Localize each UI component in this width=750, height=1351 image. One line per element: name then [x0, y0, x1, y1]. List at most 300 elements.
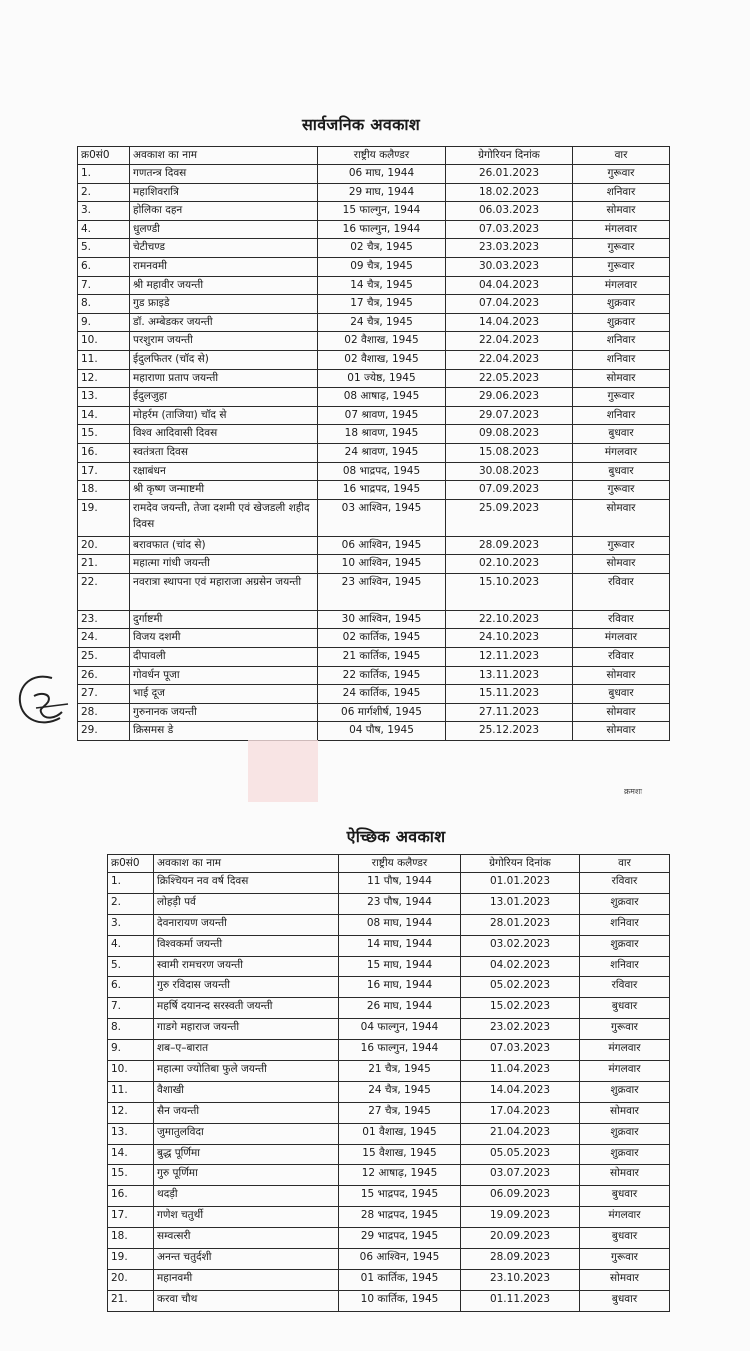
- cell-national-date: 07 श्रावण, 1945: [318, 406, 446, 425]
- table-row: [108, 1207, 670, 1228]
- cell-holiday-name: सैन जयन्ती: [154, 1102, 339, 1123]
- cell-holiday-name: गुरु पूर्णिमा: [154, 1165, 339, 1186]
- cell-national-date: 17 चैत्र, 1945: [318, 295, 446, 314]
- cell-holiday-name: महाशिवरात्रि: [130, 183, 318, 202]
- table-row: [78, 462, 670, 481]
- cell-serial: 21.: [108, 1290, 154, 1311]
- public-holidays-title: सार्वजनिक अवकाश: [301, 115, 421, 134]
- table-row: [108, 1123, 670, 1144]
- cell-holiday-name: ईदुलफितर (चॉद से): [130, 350, 318, 369]
- cell-gregorian-date: 15.02.2023: [461, 998, 580, 1019]
- cell-serial: 3.: [108, 914, 154, 935]
- cell-national-date: 26 माघ, 1944: [339, 998, 461, 1019]
- cell-weekday: रविवार: [573, 573, 670, 610]
- table-row: [78, 481, 670, 500]
- cell-serial: 2.: [108, 893, 154, 914]
- cell-weekday: रविवार: [580, 873, 670, 894]
- optional-holidays-table: [107, 854, 670, 1312]
- table-row: [78, 332, 670, 351]
- cell-serial: 5.: [108, 956, 154, 977]
- cell-serial: 19.: [108, 1249, 154, 1270]
- cell-national-date: 01 वैशाख, 1945: [339, 1123, 461, 1144]
- cell-holiday-name: गुड फ्राइडे: [130, 295, 318, 314]
- cell-weekday: मंगलवार: [580, 1040, 670, 1061]
- cell-national-date: 02 वैशाख, 1945: [318, 350, 446, 369]
- cell-weekday: गुरूवार: [573, 165, 670, 184]
- cell-weekday: मंगलवार: [573, 443, 670, 462]
- cell-holiday-name: होलिका दहन: [130, 202, 318, 221]
- cell-gregorian-date: 29.06.2023: [446, 388, 573, 407]
- cell-gregorian-date: 28.09.2023: [461, 1249, 580, 1270]
- cell-holiday-name: रामनवमी: [130, 257, 318, 276]
- cell-national-date: 27 चैत्र, 1945: [339, 1102, 461, 1123]
- cell-national-date: 02 वैशाख, 1945: [318, 332, 446, 351]
- cell-weekday: सोमवार: [573, 666, 670, 685]
- table-row: [108, 1061, 670, 1082]
- cell-holiday-name: क्रिश्चियन नव वर्ष दिवस: [154, 873, 339, 894]
- cell-serial: 8.: [78, 295, 130, 314]
- cell-weekday: मंगलवार: [580, 1207, 670, 1228]
- cell-gregorian-date: 01.11.2023: [461, 1290, 580, 1311]
- cell-holiday-name: नवरात्रा स्थापना एवं महाराजा अग्रसेन जयन्ती: [130, 573, 318, 610]
- cell-serial: 13.: [108, 1123, 154, 1144]
- cell-holiday-name: महानवमी: [154, 1269, 339, 1290]
- table-header-row: [108, 855, 670, 873]
- cell-national-date: 22 कार्तिक, 1945: [318, 666, 446, 685]
- cell-serial: 10.: [78, 332, 130, 351]
- cell-national-date: 06 मार्गशीर्ष, 1945: [318, 703, 446, 722]
- cell-national-date: 02 कार्तिक, 1945: [318, 629, 446, 648]
- cell-holiday-name: दुर्गाष्टमी: [130, 610, 318, 629]
- cell-weekday: सोमवार: [573, 202, 670, 221]
- table-row: [78, 536, 670, 555]
- cell-national-date: 04 पौष, 1945: [318, 722, 446, 741]
- table-row: [78, 555, 670, 574]
- cell-holiday-name: ईदुलजुहा: [130, 388, 318, 407]
- cell-holiday-name: मोहर्रम (ताजिया) चॉद से: [130, 406, 318, 425]
- cell-national-date: 21 चैत्र, 1945: [339, 1061, 461, 1082]
- cell-national-date: 24 कार्तिक, 1945: [318, 685, 446, 704]
- cell-weekday: गुरूवार: [580, 1019, 670, 1040]
- cell-weekday: बुधवार: [573, 462, 670, 481]
- cell-weekday: सोमवार: [573, 499, 670, 536]
- table-row: [108, 1269, 670, 1290]
- table-row: [108, 873, 670, 894]
- table-row: [108, 1081, 670, 1102]
- table-row: [78, 703, 670, 722]
- cell-gregorian-date: 25.09.2023: [446, 499, 573, 536]
- table-row: [108, 1165, 670, 1186]
- cell-weekday: बुधवार: [573, 685, 670, 704]
- cell-national-date: 10 कार्तिक, 1945: [339, 1290, 461, 1311]
- cell-national-date: 06 माघ, 1944: [318, 165, 446, 184]
- table-row: [108, 1186, 670, 1207]
- cell-weekday: शनिवार: [580, 914, 670, 935]
- cell-national-date: 14 माघ, 1944: [339, 935, 461, 956]
- cell-serial: 21.: [78, 555, 130, 574]
- cell-serial: 17.: [78, 462, 130, 481]
- cell-serial: 7.: [78, 276, 130, 295]
- cell-national-date: 01 कार्तिक, 1945: [339, 1269, 461, 1290]
- cell-gregorian-date: 02.10.2023: [446, 555, 573, 574]
- cell-weekday: बुधवार: [580, 1290, 670, 1311]
- table-row: [108, 1249, 670, 1270]
- cell-national-date: 15 फाल्गुन, 1944: [318, 202, 446, 221]
- table-row: [108, 998, 670, 1019]
- cell-serial: 9.: [78, 313, 130, 332]
- table-row: [78, 257, 670, 276]
- cell-serial: 24.: [78, 629, 130, 648]
- cell-holiday-name: श्री कृष्ण जन्माष्टमी: [130, 481, 318, 500]
- cell-national-date: 29 माघ, 1944: [318, 183, 446, 202]
- cell-weekday: रविवार: [573, 610, 670, 629]
- cell-weekday: गुरूवार: [573, 257, 670, 276]
- cell-national-date: 30 आश्विन, 1945: [318, 610, 446, 629]
- cell-gregorian-date: 18.02.2023: [446, 183, 573, 202]
- cell-holiday-name: सम्वत्सरी: [154, 1228, 339, 1249]
- cell-gregorian-date: 15.11.2023: [446, 685, 573, 704]
- cell-gregorian-date: 07.03.2023: [461, 1040, 580, 1061]
- table-row: [78, 666, 670, 685]
- cell-gregorian-date: 22.10.2023: [446, 610, 573, 629]
- header-national-calendar: राष्ट्रीय कलैण्डर: [318, 147, 446, 165]
- table-row: [78, 388, 670, 407]
- cell-holiday-name: रामदेव जयन्ती, तेजा दशमी एवं खेजडली शहीद दिवस: [130, 499, 318, 536]
- table-row: [78, 350, 670, 369]
- table-row: [108, 935, 670, 956]
- cell-weekday: रविवार: [580, 977, 670, 998]
- cell-gregorian-date: 13.11.2023: [446, 666, 573, 685]
- cell-serial: 13.: [78, 388, 130, 407]
- public-holidays-table: [77, 146, 670, 741]
- table-row: [78, 369, 670, 388]
- cell-holiday-name: बुद्ध पूर्णिमा: [154, 1144, 339, 1165]
- cell-gregorian-date: 25.12.2023: [446, 722, 573, 741]
- cell-gregorian-date: 03.02.2023: [461, 935, 580, 956]
- cell-serial: 12.: [78, 369, 130, 388]
- cell-national-date: 12 आषाढ़, 1945: [339, 1165, 461, 1186]
- cell-serial: 4.: [108, 935, 154, 956]
- cell-gregorian-date: 30.03.2023: [446, 257, 573, 276]
- cell-national-date: 24 श्रावण, 1945: [318, 443, 446, 462]
- table-row: [78, 220, 670, 239]
- table-row: [78, 276, 670, 295]
- cell-gregorian-date: 29.07.2023: [446, 406, 573, 425]
- cell-national-date: 15 वैशाख, 1945: [339, 1144, 461, 1165]
- cell-gregorian-date: 21.04.2023: [461, 1123, 580, 1144]
- table-row: [78, 239, 670, 258]
- cell-gregorian-date: 23.10.2023: [461, 1269, 580, 1290]
- table-row: [108, 893, 670, 914]
- header-weekday: वार: [580, 855, 670, 873]
- cell-serial: 8.: [108, 1019, 154, 1040]
- cell-national-date: 01 ज्येष्ठ, 1945: [318, 369, 446, 388]
- cell-weekday: सोमवार: [580, 1269, 670, 1290]
- cell-serial: 10.: [108, 1061, 154, 1082]
- cell-serial: 11.: [78, 350, 130, 369]
- cell-serial: 17.: [108, 1207, 154, 1228]
- cell-weekday: सोमवार: [580, 1102, 670, 1123]
- cell-gregorian-date: 07.04.2023: [446, 295, 573, 314]
- cell-gregorian-date: 22.04.2023: [446, 332, 573, 351]
- cell-weekday: शनिवार: [573, 332, 670, 351]
- cell-national-date: 29 भाद्रपद, 1945: [339, 1228, 461, 1249]
- cell-serial: 11.: [108, 1081, 154, 1102]
- header-weekday: वार: [573, 147, 670, 165]
- table-row: [78, 295, 670, 314]
- cell-weekday: शुक्रवार: [580, 1081, 670, 1102]
- cell-national-date: 24 चैत्र, 1945: [339, 1081, 461, 1102]
- cell-holiday-name: गोवर्धन पूजा: [130, 666, 318, 685]
- table-row: [78, 499, 670, 536]
- cell-holiday-name: गणतन्त्र दिवस: [130, 165, 318, 184]
- cell-holiday-name: महात्मा गांधी जयन्ती: [130, 555, 318, 574]
- cell-weekday: बुधवार: [580, 1228, 670, 1249]
- cell-national-date: 23 पौष, 1944: [339, 893, 461, 914]
- cell-gregorian-date: 14.04.2023: [461, 1081, 580, 1102]
- cell-gregorian-date: 20.09.2023: [461, 1228, 580, 1249]
- cell-weekday: शुक्रवार: [580, 1144, 670, 1165]
- cell-serial: 28.: [78, 703, 130, 722]
- cell-national-date: 23 आश्विन, 1945: [318, 573, 446, 610]
- cell-gregorian-date: 03.07.2023: [461, 1165, 580, 1186]
- table-row: [108, 977, 670, 998]
- cell-holiday-name: क्रिसमस डे: [130, 722, 318, 741]
- cell-weekday: सोमवार: [580, 1165, 670, 1186]
- cell-weekday: गुरूवार: [573, 481, 670, 500]
- table-row: [78, 425, 670, 444]
- cell-national-date: 03 आश्विन, 1945: [318, 499, 446, 536]
- cell-holiday-name: परशुराम जयन्ती: [130, 332, 318, 351]
- cell-national-date: 28 भाद्रपद, 1945: [339, 1207, 461, 1228]
- cell-gregorian-date: 22.05.2023: [446, 369, 573, 388]
- cell-weekday: शनिवार: [580, 956, 670, 977]
- cell-weekday: गुरूवार: [573, 239, 670, 258]
- cell-holiday-name: देवनारायण जयन्ती: [154, 914, 339, 935]
- cell-holiday-name: महाराणा प्रताप जयन्ती: [130, 369, 318, 388]
- cell-gregorian-date: 06.09.2023: [461, 1186, 580, 1207]
- cell-national-date: 15 माघ, 1944: [339, 956, 461, 977]
- cell-serial: 2.: [78, 183, 130, 202]
- cell-gregorian-date: 05.02.2023: [461, 977, 580, 998]
- cell-holiday-name: धुलण्डी: [130, 220, 318, 239]
- cell-weekday: मंगलवार: [573, 629, 670, 648]
- cell-holiday-name: अनन्त चतुर्दशी: [154, 1249, 339, 1270]
- cell-weekday: मंगलवार: [573, 220, 670, 239]
- table-row: [78, 165, 670, 184]
- header-holiday-name: अवकाश का नाम: [130, 147, 318, 165]
- cell-serial: 16.: [78, 443, 130, 462]
- cell-serial: 29.: [78, 722, 130, 741]
- cell-gregorian-date: 19.09.2023: [461, 1207, 580, 1228]
- cell-national-date: 06 आश्विन, 1945: [339, 1249, 461, 1270]
- table-row: [108, 1040, 670, 1061]
- cell-holiday-name: लोहड़ी पर्व: [154, 893, 339, 914]
- cell-weekday: गुरूवार: [573, 388, 670, 407]
- table-row: [78, 202, 670, 221]
- cell-gregorian-date: 01.01.2023: [461, 873, 580, 894]
- cell-serial: 25.: [78, 648, 130, 667]
- cell-national-date: 16 माघ, 1944: [339, 977, 461, 998]
- cell-weekday: बुधवार: [580, 1186, 670, 1207]
- table-row: [78, 406, 670, 425]
- cell-national-date: 06 आश्विन, 1945: [318, 536, 446, 555]
- cell-holiday-name: बरावफात (चांद से): [130, 536, 318, 555]
- cell-gregorian-date: 23.02.2023: [461, 1019, 580, 1040]
- cell-serial: 3.: [78, 202, 130, 221]
- header-national-calendar: राष्ट्रीय कलैण्डर: [339, 855, 461, 873]
- table-row: [78, 629, 670, 648]
- cell-national-date: 08 आषाढ़, 1945: [318, 388, 446, 407]
- table-row: [108, 1228, 670, 1249]
- cell-gregorian-date: 12.11.2023: [446, 648, 573, 667]
- table-row: [78, 722, 670, 741]
- cell-holiday-name: गुरुनानक जयन्ती: [130, 703, 318, 722]
- cell-serial: 14.: [78, 406, 130, 425]
- cell-gregorian-date: 09.08.2023: [446, 425, 573, 444]
- table-row: [78, 183, 670, 202]
- cell-serial: 18.: [108, 1228, 154, 1249]
- cell-gregorian-date: 06.03.2023: [446, 202, 573, 221]
- cell-serial: 9.: [108, 1040, 154, 1061]
- cell-serial: 23.: [78, 610, 130, 629]
- cell-gregorian-date: 15.08.2023: [446, 443, 573, 462]
- cell-serial: 19.: [78, 499, 130, 536]
- faded-stamp: [248, 740, 318, 802]
- cell-weekday: शुक्रवार: [580, 935, 670, 956]
- cell-gregorian-date: 15.10.2023: [446, 573, 573, 610]
- cell-weekday: सोमवार: [573, 555, 670, 574]
- table-row: [108, 1144, 670, 1165]
- cell-gregorian-date: 26.01.2023: [446, 165, 573, 184]
- cell-weekday: सोमवार: [573, 703, 670, 722]
- cell-holiday-name: जुमातुलविदा: [154, 1123, 339, 1144]
- optional-holidays-title: ऐच्छिक अवकाश: [346, 827, 446, 846]
- cell-national-date: 08 भाद्रपद, 1945: [318, 462, 446, 481]
- signature-mark: [12, 668, 74, 738]
- table-row: [78, 648, 670, 667]
- table-row: [108, 914, 670, 935]
- cell-holiday-name: वैशाखी: [154, 1081, 339, 1102]
- cell-weekday: सोमवार: [573, 722, 670, 741]
- cell-weekday: सोमवार: [573, 369, 670, 388]
- cell-national-date: 10 आश्विन, 1945: [318, 555, 446, 574]
- cell-serial: 20.: [78, 536, 130, 555]
- cell-serial: 15.: [108, 1165, 154, 1186]
- cell-serial: 27.: [78, 685, 130, 704]
- cell-national-date: 14 चैत्र, 1945: [318, 276, 446, 295]
- cell-holiday-name: श्री महावीर जयन्ती: [130, 276, 318, 295]
- cell-holiday-name: विश्व आदिवासी दिवस: [130, 425, 318, 444]
- cell-gregorian-date: 22.04.2023: [446, 350, 573, 369]
- cell-serial: 5.: [78, 239, 130, 258]
- cell-gregorian-date: 28.09.2023: [446, 536, 573, 555]
- cell-serial: 14.: [108, 1144, 154, 1165]
- cell-holiday-name: स्वतंत्रता दिवस: [130, 443, 318, 462]
- cell-national-date: 16 भाद्रपद, 1945: [318, 481, 446, 500]
- header-serial: क्र0सं0: [78, 147, 130, 165]
- cell-weekday: मंगलवार: [573, 276, 670, 295]
- cell-serial: 20.: [108, 1269, 154, 1290]
- cell-gregorian-date: 14.04.2023: [446, 313, 573, 332]
- cell-holiday-name: शब–ए–बारात: [154, 1040, 339, 1061]
- cell-gregorian-date: 24.10.2023: [446, 629, 573, 648]
- cell-serial: 15.: [78, 425, 130, 444]
- cell-serial: 4.: [78, 220, 130, 239]
- cell-weekday: गुरूवार: [580, 1249, 670, 1270]
- cell-serial: 6.: [78, 257, 130, 276]
- table-row: [78, 313, 670, 332]
- cell-holiday-name: विजय दशमी: [130, 629, 318, 648]
- cell-serial: 7.: [108, 998, 154, 1019]
- cell-holiday-name: गुरु रविदास जयन्ती: [154, 977, 339, 998]
- cell-gregorian-date: 17.04.2023: [461, 1102, 580, 1123]
- cell-national-date: 11 पौष, 1944: [339, 873, 461, 894]
- cell-national-date: 08 माघ, 1944: [339, 914, 461, 935]
- cell-national-date: 04 फाल्गुन, 1944: [339, 1019, 461, 1040]
- cell-serial: 18.: [78, 481, 130, 500]
- cell-national-date: 09 चैत्र, 1945: [318, 257, 446, 276]
- cell-national-date: 15 भाद्रपद, 1945: [339, 1186, 461, 1207]
- table-row: [108, 1019, 670, 1040]
- cell-gregorian-date: 04.04.2023: [446, 276, 573, 295]
- cell-holiday-name: चेटीचण्ड: [130, 239, 318, 258]
- cell-gregorian-date: 23.03.2023: [446, 239, 573, 258]
- cell-national-date: 16 फाल्गुन, 1944: [318, 220, 446, 239]
- continued-note: क्रमशः: [624, 787, 642, 796]
- cell-serial: 6.: [108, 977, 154, 998]
- cell-holiday-name: महात्मा ज्योतिबा फुले जयन्ती: [154, 1061, 339, 1082]
- table-row: [78, 443, 670, 462]
- table-header-row: [78, 147, 670, 165]
- cell-national-date: 18 श्रावण, 1945: [318, 425, 446, 444]
- cell-national-date: 02 चैत्र, 1945: [318, 239, 446, 258]
- cell-serial: 22.: [78, 573, 130, 610]
- cell-gregorian-date: 05.05.2023: [461, 1144, 580, 1165]
- cell-national-date: 24 चैत्र, 1945: [318, 313, 446, 332]
- cell-gregorian-date: 13.01.2023: [461, 893, 580, 914]
- table-row: [108, 956, 670, 977]
- header-gregorian-date: ग्रेगोरियन दिनांक: [446, 147, 573, 165]
- cell-weekday: मंगलवार: [580, 1061, 670, 1082]
- cell-holiday-name: महर्षि दयानन्द सरस्वती जयन्ती: [154, 998, 339, 1019]
- cell-gregorian-date: 04.02.2023: [461, 956, 580, 977]
- table-row: [108, 1290, 670, 1311]
- cell-serial: 1.: [108, 873, 154, 894]
- cell-holiday-name: दीपावली: [130, 648, 318, 667]
- cell-gregorian-date: 07.09.2023: [446, 481, 573, 500]
- cell-weekday: बुधवार: [580, 998, 670, 1019]
- header-serial: क्र0सं0: [108, 855, 154, 873]
- cell-weekday: रविवार: [573, 648, 670, 667]
- cell-serial: 1.: [78, 165, 130, 184]
- cell-weekday: शुक्रवार: [573, 313, 670, 332]
- cell-weekday: शुक्रवार: [580, 893, 670, 914]
- cell-holiday-name: थदड़ी: [154, 1186, 339, 1207]
- header-gregorian-date: ग्रेगोरियन दिनांक: [461, 855, 580, 873]
- cell-weekday: गुरूवार: [573, 536, 670, 555]
- cell-weekday: शुक्रवार: [573, 295, 670, 314]
- cell-holiday-name: रक्षाबंधन: [130, 462, 318, 481]
- header-holiday-name: अवकाश का नाम: [154, 855, 339, 873]
- cell-weekday: शनिवार: [573, 406, 670, 425]
- cell-national-date: 21 कार्तिक, 1945: [318, 648, 446, 667]
- cell-holiday-name: स्वामी रामचरण जयन्ती: [154, 956, 339, 977]
- cell-weekday: शनिवार: [573, 183, 670, 202]
- cell-national-date: 16 फाल्गुन, 1944: [339, 1040, 461, 1061]
- cell-gregorian-date: 30.08.2023: [446, 462, 573, 481]
- cell-gregorian-date: 07.03.2023: [446, 220, 573, 239]
